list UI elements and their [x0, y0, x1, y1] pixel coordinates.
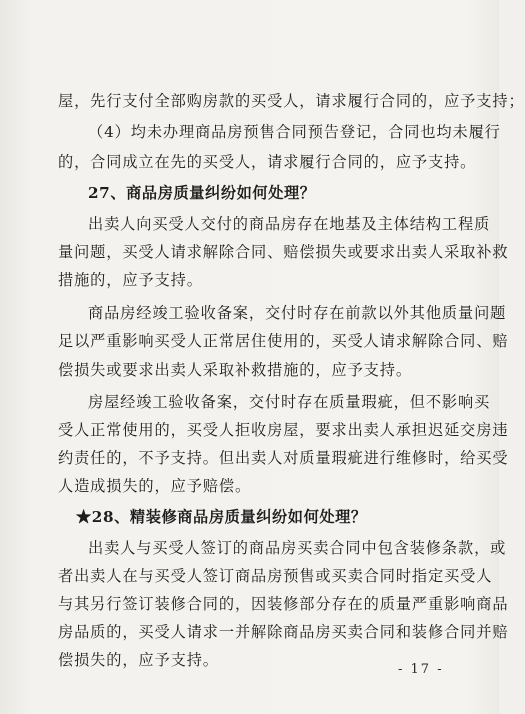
text-line: 足以严重影响买受人正常居住使用的，买受人请求解除合同、赔 [58, 332, 509, 350]
text-line: 与其另行签订装修合同的，因装修部分存在的质量严重影响商品 [58, 595, 509, 613]
text-line: 受人正常使用的，买受人拒收房屋，要求出卖人承担迟延交房违 [58, 421, 509, 439]
section-heading: ★28、精装修商品房质量纠纷如何处理？ [76, 508, 367, 526]
text-line: 人造成损失的，应予赔偿。 [58, 477, 252, 495]
text-line: （4）均未办理商品房预售合同预告登记，合同也均未履行 [88, 123, 501, 141]
text-line: 房品质的，买受人请求一并解除商品房买卖合同和装修合同并赔 [58, 623, 509, 641]
page-number: - 17 - [398, 662, 444, 677]
text-line: 者出卖人在与买受人签订商品房预售或买卖合同时指定买受人 [58, 567, 493, 585]
text-line: 商品房经竣工验收备案，交付时存在前款以外其他质量问题 [88, 304, 507, 322]
text-line: 措施的，应予支持。 [58, 271, 203, 289]
text-line: 出卖人向买受人交付的商品房存在地基及主体结构工程质 [88, 215, 491, 233]
text-line: 偿损失的，应予支持。 [58, 651, 219, 669]
text-line: 约责任的，不予支持。但出卖人对质量瑕疵进行维修时，给买受 [58, 449, 509, 467]
text-line: 屋，先行支付全部购房款的买受人，请求履行合同的，应予支持； [58, 92, 525, 110]
section-heading: 27、商品房质量纠纷如何处理？ [88, 184, 316, 202]
text-line: 偿损失或要求出卖人采取补救措施的，应予支持。 [58, 361, 412, 379]
text-line: 出卖人与买受人签订的商品房买卖合同中包含装修条款，或 [88, 539, 507, 557]
text-line: 的，合同成立在先的买受人，请求履行合同的，应予支持。 [58, 153, 477, 171]
text-line: 量问题，买受人请求解除合同、赔偿损失或要求出卖人采取补救 [58, 243, 509, 261]
text-line: 房屋经竣工验收备案，交付时存在质量瑕疵，但不影响买 [88, 393, 491, 411]
